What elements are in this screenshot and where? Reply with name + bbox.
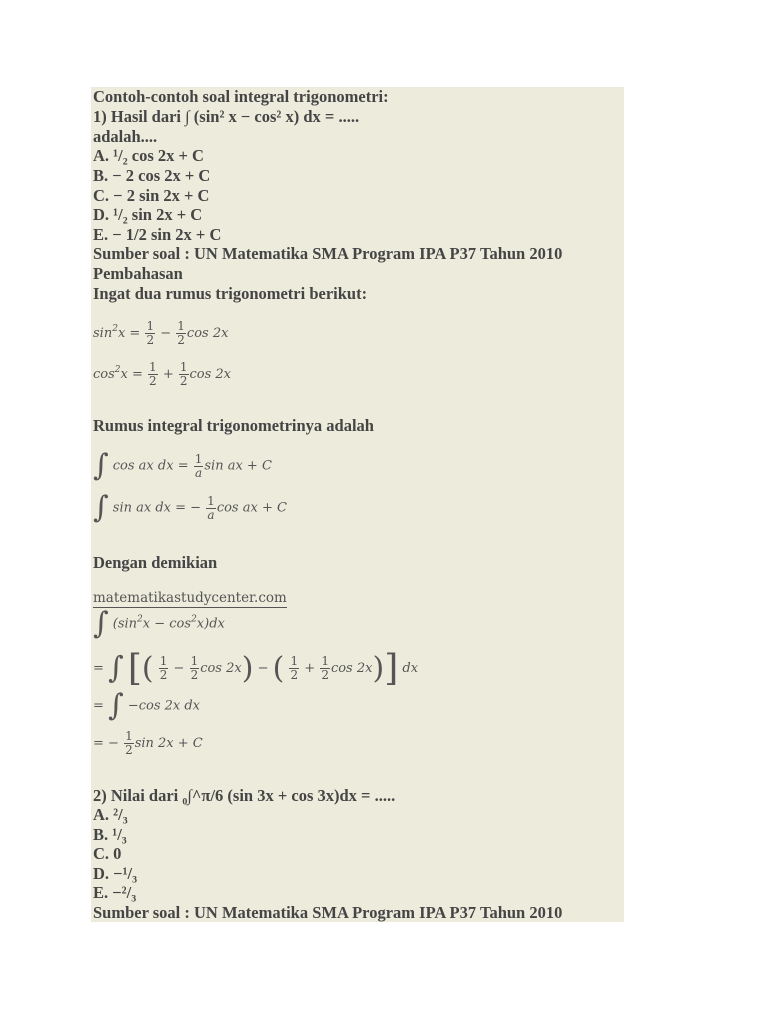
q1-source: Sumber soal : UN Matematika SMA Program IPA P37 Tahun 2010 [93, 244, 563, 263]
rumus-integral-text: Rumus integral trigonometrinya adalah [93, 416, 374, 435]
q2-source: Sumber soal : UN Matematika SMA Program IPA P37 Tahun 2010 [93, 903, 563, 922]
q1-option-d: D. ¹/₂ sin 2x + C [93, 205, 203, 224]
question-2-stem: 2) Nilai dari ₀∫^π/6 (sin 3x + cos 3x)dx = ..... [93, 786, 396, 805]
solution-step-3: = ∫ −cos 2x dx [93, 688, 201, 723]
formula-integral-sin: ∫ sin ax dx = − $\frac{1}{a}$ cos ax + C [93, 490, 287, 525]
question-1-adalah: adalah.... [93, 127, 158, 146]
page-title: Contoh-contoh soal integral trigonometri: [93, 87, 389, 106]
q2-option-c: C. 0 [93, 844, 122, 863]
q1-option-a: A. ¹/₂ cos 2x + C [93, 146, 204, 165]
q2-option-b: B. ¹/₃ [93, 825, 127, 844]
formula-sin-squared: $\sin^2x$ = $\frac{1}{2}$ − $\frac{1}{2}$ cos 2x [93, 319, 229, 347]
solution-step-1: ∫ $(\sin^2x - \cos^2x)dx$ [93, 606, 225, 641]
q1-option-c: C. − 2 sin 2x + C [93, 186, 210, 205]
q2-option-a: A. ²/₃ [93, 805, 128, 824]
ingat-text: Ingat dua rumus trigonometri berikut: [93, 284, 368, 303]
q2-option-e: E. −²/₃ [93, 883, 137, 902]
q2-option-d: D. −¹/₃ [93, 864, 138, 883]
solution-step-2: = ∫ [( $\frac{1}{2}$ − $\frac{1}{2}$ cos 2x) − ( $\frac{1}{2}$ + $\frac{1}{2}$ cos 2x)] dx [93, 648, 419, 689]
pembahasan-heading: Pembahasan [93, 264, 183, 283]
formula-cos-squared: $\cos^2x$ = $\frac{1}{2}$ + $\frac{1}{2}$ cos 2x [93, 360, 232, 388]
dengan-demikian-text: Dengan demikian [93, 553, 218, 572]
question-1-stem: 1) Hasil dari ∫ (sin² x − cos² x) dx = ..... [93, 107, 360, 126]
q1-option-e: E. − 1/2 sin 2x + C [93, 225, 222, 244]
q1-option-b: B. − 2 cos 2x + C [93, 166, 211, 185]
formula-integral-cos: ∫ cos ax dx = $\frac{1}{a}$ sin ax + C [93, 448, 272, 483]
solution-step-4: = − $\frac{1}{2}$ sin 2x + C [93, 729, 203, 757]
site-watermark: matematikastudycenter.com [93, 590, 287, 606]
